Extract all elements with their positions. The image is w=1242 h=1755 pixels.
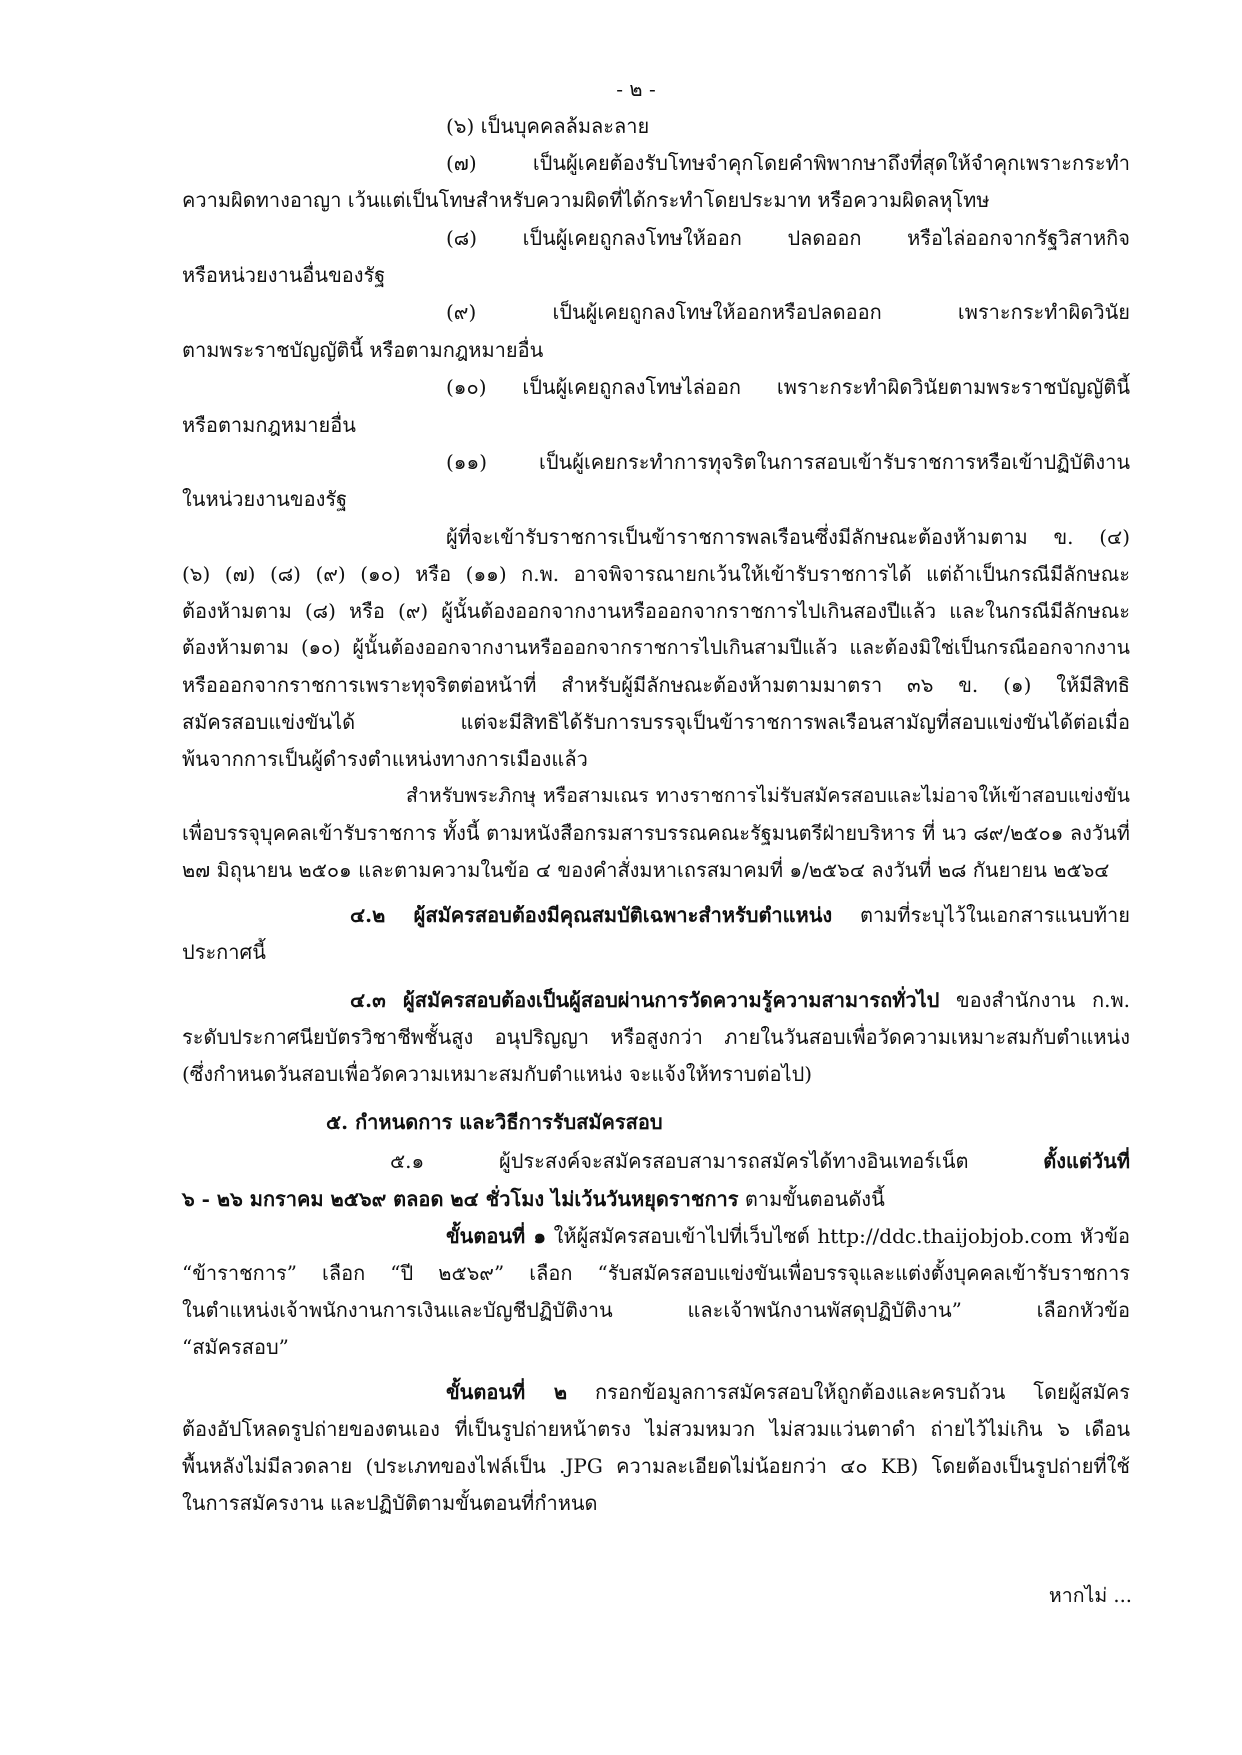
section-4-2-text: ตามที่ระบุไว้ในเอกสารแนบท้าย <box>832 903 1130 927</box>
item-10: (๑๐) เป็นผู้เคยถูกลงโทษไล่ออก เพราะกระทำผิดวินัยตามพระราชบัญญัตินี้ <box>446 375 1130 399</box>
step-1-line-3: ในตำแหน่งเจ้าพนักงานการเงินและบัญชีปฏิบัติงาน และเจ้าพนักงานพัสดุปฏิบัติงาน” เลือกหัวข้อ <box>182 1298 1130 1322</box>
section-5-1-date-start: ตั้งแต่วันที่ <box>1043 1149 1130 1173</box>
exempt-line-4: ต้องห้ามตาม (๑๐) ผู้นั้นต้องออกจากงานหรือออกจากราชการไปเกินสามปีแล้ว และต้องมิใช่เป็นกรณีออกจากงาน <box>182 636 1130 659</box>
page-number: - ๒ - <box>616 77 656 101</box>
step-2 <box>446 1379 1130 1405</box>
step-2-line-3: พื้นหลังไม่มีลวดลาย (ประเภทของไฟล์เป็น .JPG ความละเอียดไม่น้อยกว่า ๔๐ KB) โดยต้องเป็นรูปถ่ายที่ใช้ <box>182 1454 1130 1478</box>
item-9: (๙) เป็นผู้เคยถูกลงโทษให้ออกหรือปลดออก เพราะกระทำผิดวินัย <box>446 300 1130 324</box>
exempt-line-1: ผู้ที่จะเข้ารับราชการเป็นข้าราชการพลเรือนซึ่งมีลักษณะต้องห้ามตาม ข. (๔) <box>446 525 1130 549</box>
monk-line-3: ๒๗ มิถุนายน ๒๕๐๑ และตามความในข้อ ๔ ของคำสั่งมหาเถรสมาคมที่ ๑/๒๕๖๔ ลงวันที่ ๒๘ กันยายน ๒๕๖๔ <box>182 858 1110 882</box>
step-2-line-2: ต้องอัปโหลดรูปถ่ายของตนเอง ที่เป็นรูปถ่ายหน้าตรง ไม่สวมหมวก ไม่สวมแว่นตาดำ ถ่ายไว้ไม่เกิน ๖ เดือน <box>182 1417 1130 1441</box>
item-7: (๗) เป็นผู้เคยต้องรับโทษจำคุกโดยคำพิพากษาถึงที่สุดให้จำคุกเพราะกระทำ <box>446 151 1130 175</box>
step-1 <box>446 1223 1130 1249</box>
section-4-3-line-3: (ซึ่งกำหนดวันสอบเพื่อวัดความเหมาะสมกับตำแหน่ง จะแจ้งให้ทราบต่อไป) <box>182 1062 813 1086</box>
item-11: (๑๑) เป็นผู้เคยกระทำการทุจริตในการสอบเข้ารับราชการหรือเข้าปฏิบัติงาน <box>446 450 1130 474</box>
section-4-3-line-2: ระดับประกาศนียบัตรวิชาชีพชั้นสูง อนุปริญญา หรือสูงกว่า ภายในวันสอบเพื่อวัดความเหมาะสมกับตำแหน่ง <box>182 1025 1130 1049</box>
section-5-1-steps-intro: ตามขั้นตอนดังนี้ <box>738 1187 885 1211</box>
section-4-2-cont: ประกาศนี้ <box>182 940 266 964</box>
section-5-1 <box>390 1148 1130 1174</box>
section-4-2-title: ๔.๒ ผู้สมัครสอบต้องมีคุณสมบัติเฉพาะสำหรับตำแหน่ง <box>350 903 833 927</box>
item-10-cont: หรือตามกฎหมายอื่น <box>182 413 356 437</box>
step-1-text: ให้ผู้สมัครสอบเข้าไปที่เว็บไซต์ http://ddc.thaijobjob.com หัวข้อ <box>546 1224 1130 1248</box>
step-1-label: ขั้นตอนที่ ๑ <box>446 1224 547 1248</box>
item-9-cont: ตามพระราชบัญญัตินี้ หรือตามกฎหมายอื่น <box>182 338 544 362</box>
step-2-text: กรอกข้อมูลการสมัครสอบให้ถูกต้องและครบถ้วน โดยผู้สมัคร <box>567 1380 1130 1404</box>
section-4-3 <box>350 987 1130 1013</box>
item-6: (๖) เป็นบุคคลล้มละลาย <box>446 114 650 138</box>
item-11-cont: ในหน่วยงานของรัฐ <box>182 487 348 511</box>
step-2-line-4: ในการสมัครงาน และปฏิบัติตามขั้นตอนที่กำหนด <box>182 1491 598 1515</box>
exempt-line-7: พ้นจากการเป็นผู้ดำรงตำแหน่งทางการเมืองแล้ว <box>182 747 588 771</box>
section-4-3-text: ของสำนักงาน ก.พ. <box>939 988 1131 1012</box>
step-1-line-2: “ข้าราชการ” เลือก “ปี ๒๕๖๙” เลือก “รับสมัครสอบแข่งขันเพื่อบรรจุและแต่งตั้งบุคคลเข้ารับราชการ <box>182 1261 1130 1285</box>
section-4-3-title: ๔.๓ ผู้สมัครสอบต้องเป็นผู้สอบผ่านการวัดความรู้ความสามารถทั่วไป <box>350 988 940 1012</box>
exempt-line-5: หรือออกจากราชการเพราะทุจริตต่อหน้าที่ สำหรับผู้มีลักษณะต้องห้ามตามมาตรา ๓๖ ข. (๑) ให้มีสิทธิ <box>182 673 1130 697</box>
section-4-2 <box>350 902 1130 928</box>
exempt-line-2: (๖) (๗) (๘) (๙) (๑๐) หรือ (๑๑) ก.พ. อาจพิจารณายกเว้นให้เข้ารับราชการได้ แต่ถ้าเป็นกรณีมีลักษณะ <box>182 562 1130 586</box>
section-5-1-text: ๕.๑ ผู้ประสงค์จะสมัครสอบสามารถสมัครได้ทางอินเทอร์เน็ต <box>390 1149 1044 1173</box>
continued-footer: หากไม่ ... <box>1048 1584 1132 1607</box>
item-8: (๘) เป็นผู้เคยถูกลงโทษให้ออก ปลดออก หรือไล่ออกจากรัฐวิสาหกิจ <box>446 226 1130 250</box>
monk-line-2: เพื่อบรรจุบุคคลเข้ารับราชการ ทั้งนี้ ตามหนังสือกรมสารบรรณคณะรัฐมนตรีฝ่ายบริหาร ที่ นว ๘๙/๒๕๐๑ ลงวันที่ <box>182 821 1130 845</box>
step-1-line-4: “สมัครสอบ” <box>182 1335 289 1359</box>
exempt-line-6: สมัครสอบแข่งขันได้ แต่จะมีสิทธิได้รับการบรรจุเป็นข้าราชการพลเรือนสามัญที่สอบแข่งขันได้ต่อเมื่อ <box>182 710 1130 734</box>
section-5-1-line-2 <box>182 1186 885 1212</box>
item-8-cont: หรือหน่วยงานอื่นของรัฐ <box>182 263 386 287</box>
section-5-heading: ๕. กำหนดการ และวิธีการรับสมัครสอบ <box>326 1110 663 1134</box>
monk-line-1: สำหรับพระภิกษุ หรือสามเณร ทางราชการไม่รับสมัครสอบและไม่อาจให้เข้าสอบแข่งขัน <box>406 784 1130 807</box>
step-2-label: ขั้นตอนที่ ๒ <box>446 1380 568 1404</box>
section-5-1-date-range: ๖ - ๒๖ มกราคม ๒๕๖๙ ตลอด ๒๔ ชั่วโมง ไม่เว้นวันหยุดราชการ <box>182 1187 739 1211</box>
exempt-line-3: ต้องห้ามตาม (๘) หรือ (๙) ผู้นั้นต้องออกจากงานหรือออกจากราชการไปเกินสองปีแล้ว และในกรณีมีลักษณะ <box>182 599 1130 623</box>
item-7-cont: ความผิดทางอาญา เว้นแต่เป็นโทษสำหรับความผิดที่ได้กระทำโดยประมาท หรือความผิดลหุโทษ <box>182 188 990 212</box>
